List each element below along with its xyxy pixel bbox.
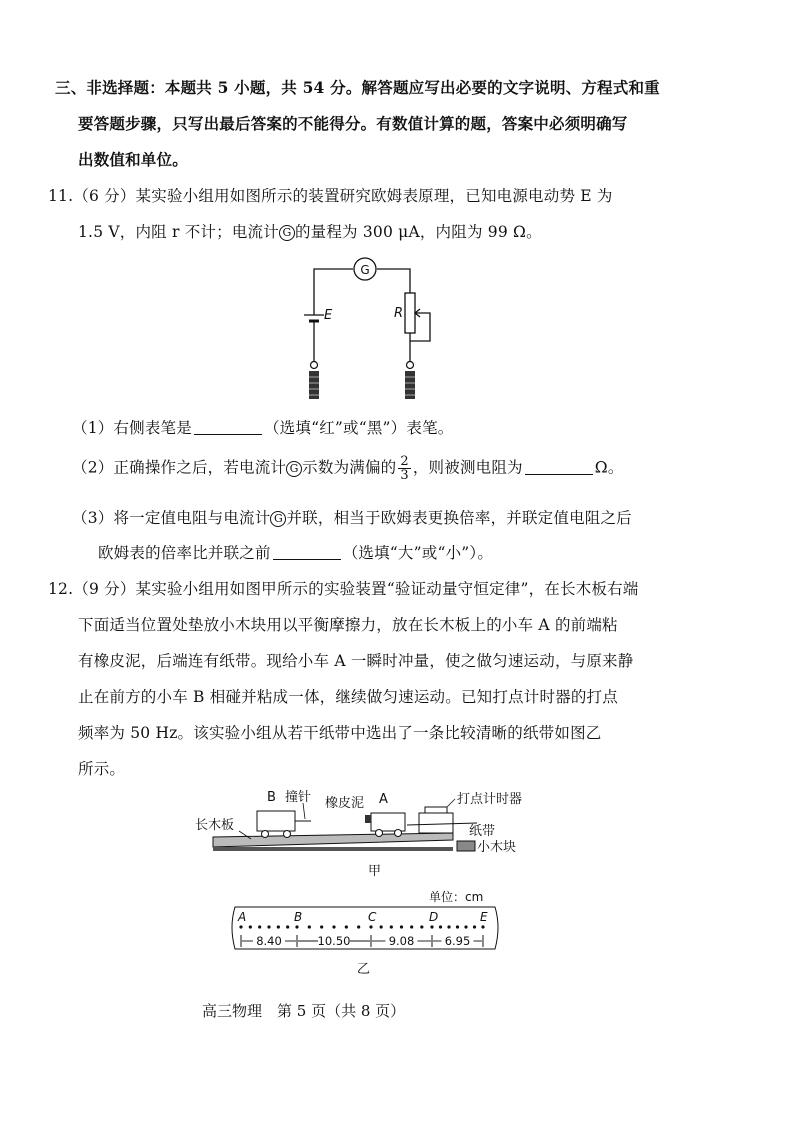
tape-segment-value: 8.40 — [256, 934, 282, 948]
q11-part3-text-c: 欧姆表的倍率比并联之前 — [98, 544, 271, 562]
q12-line2: 下面适当位置处垫放小木块用以平衡摩擦力，放在长木板上的小车 A 的前端粘 — [78, 616, 618, 634]
timer-top — [425, 807, 447, 813]
fraction-denominator: 3 — [400, 468, 409, 483]
label-putty: 橡皮泥 — [325, 796, 365, 811]
tape-point-b: B — [294, 910, 303, 924]
q11-part1-text-b: （选填“红”或“黑”）表笔。 — [263, 419, 454, 437]
label-needle: 撞针 — [285, 790, 312, 805]
long-board — [213, 833, 453, 847]
tape-dot — [345, 925, 348, 928]
tape-point-a: A — [238, 910, 247, 924]
q11-part3-line1 — [72, 506, 632, 528]
tape-dot — [400, 925, 403, 928]
tape-dot — [439, 925, 442, 928]
q11-line2-text-b: 的量程为 300 μA，内阻为 99 Ω。 — [294, 223, 542, 241]
label-tape: 纸带 — [469, 824, 496, 839]
cart-a-wheel-left — [376, 830, 383, 837]
caption-yi: 乙 — [357, 962, 371, 977]
figure-yi-paper-tape — [225, 885, 505, 980]
tape-point-e: E — [480, 910, 488, 924]
cart-b-body — [257, 811, 295, 831]
cart-a-wheel-right — [395, 830, 402, 837]
q12-line3: 有橡皮泥，后端连有纸带。现给小车 A 一瞬时冲量，使之做匀速运动，与原来静 — [78, 652, 634, 670]
q11-part3-text-d: （选填“大”或“小”）。 — [342, 544, 494, 562]
tape-point-d: D — [429, 910, 439, 924]
q12-line1: 12.（9 分）某实验小组用如图甲所示的实验装置“验证动量守恒定律”，在长木板右端 — [48, 580, 639, 598]
rheostat-body — [405, 293, 415, 333]
caption-jia: 甲 — [368, 864, 382, 879]
section-heading-line1: 三、非选择题：本题共 5 小题，共 54 分。解答题应写出必要的文字说明、方程式和重 — [55, 78, 660, 97]
tape-dot — [332, 925, 335, 928]
tape-dot — [258, 925, 261, 928]
tape-dot — [357, 925, 360, 928]
tape-dot — [390, 925, 393, 928]
tape-point-c: C — [368, 910, 377, 924]
figure-jia-apparatus — [195, 785, 555, 880]
tape-dot — [464, 925, 467, 928]
tape-dot — [295, 925, 298, 928]
q11-part3-answer-blank[interactable] — [273, 558, 341, 560]
tape-segment-value: 9.08 — [388, 934, 415, 948]
tape-dot — [481, 925, 484, 928]
tape-dot — [239, 925, 242, 928]
cart-a-body — [371, 813, 405, 831]
label-timer: 打点计时器 — [457, 792, 523, 807]
putty — [365, 815, 371, 823]
q11-part2 — [72, 455, 624, 482]
circuit-wire-left — [314, 269, 353, 315]
cart-b-wheel-right — [284, 831, 291, 838]
section-heading-line3: 出数值和单位。 — [78, 150, 188, 169]
tape-dot — [249, 925, 252, 928]
q11-part2-text-a: （2）正确操作之后，若电流计 — [72, 458, 287, 477]
timer-body — [419, 813, 453, 833]
cart-b-wheel-left — [262, 831, 269, 838]
page-footer: 高三物理 第 5 页（共 8 页） — [202, 1002, 406, 1020]
tape-dot — [447, 925, 450, 928]
q11-part1 — [72, 416, 453, 438]
q11-line2-text-a: 1.5 V，内阻 r 不计；电流计 — [78, 223, 279, 241]
tape-dot — [286, 925, 289, 928]
tape-dot — [420, 925, 423, 928]
probe-right-terminal — [407, 362, 414, 369]
galvanometer-symbol: G — [270, 511, 286, 527]
q11-part1-answer-blank[interactable] — [194, 433, 262, 435]
q11-line1: 11.（6 分）某实验小组用如图所示的装置研究欧姆表原理，已知电源电动势 E 为 — [48, 187, 613, 205]
q11-part3-text-a: （3）将一定值电阻与电流计 — [72, 509, 271, 527]
q11-part2-text-b: 示数为满偏的 — [302, 458, 397, 477]
label-board: 长木板 — [195, 818, 235, 833]
q11-line2 — [78, 220, 542, 242]
tape-dot — [320, 925, 323, 928]
ohmmeter-circuit-diagram — [290, 255, 450, 405]
q11-part2-text-c: ，则被测电阻为 — [412, 458, 523, 477]
tape-dot — [308, 925, 311, 928]
tape-dot — [277, 925, 280, 928]
rheostat-label: R — [394, 306, 404, 321]
tape-dot — [267, 925, 270, 928]
tape-dot — [456, 925, 459, 928]
label-block: 小木块 — [477, 840, 517, 855]
tape-unit-label: 单位：cm — [429, 890, 484, 904]
section-heading-line2: 要答题步骤，只写出最后答案的不能得分。有数值计算的题，答案中必须明确写 — [78, 114, 628, 133]
tape-dot — [410, 925, 413, 928]
q12-line6: 所示。 — [78, 760, 126, 778]
galvanometer-symbol: G — [279, 225, 295, 241]
tape-dot — [430, 925, 433, 928]
tape-segment-value: 10.50 — [317, 934, 351, 948]
label-cart-a: A — [379, 792, 388, 807]
galvanometer-label: G — [360, 263, 370, 277]
tape-dot — [473, 925, 476, 928]
q11-part3-text-b: 并联，相当于欧姆表更换倍率，并联定值电阻之后 — [286, 509, 632, 527]
fraction-numerator: 2 — [400, 454, 409, 469]
circuit-wire-right — [377, 269, 410, 293]
wood-block — [457, 841, 475, 851]
q11-part2-answer-blank[interactable] — [525, 473, 593, 475]
label-cart-b: B — [267, 790, 276, 805]
tape-dot — [369, 925, 372, 928]
board-base — [213, 847, 453, 851]
galvanometer-symbol: G — [286, 461, 302, 477]
probe-left-terminal — [311, 362, 318, 369]
q11-part2-text-d: Ω。 — [594, 458, 624, 477]
tape-dot — [380, 925, 383, 928]
q11-part3-line2 — [98, 541, 493, 563]
fraction-two-thirds — [398, 455, 410, 482]
tape-segment-value: 6.95 — [444, 934, 471, 948]
q12-line5: 频率为 50 Hz。该实验小组从若干纸带中选出了一条比较清晰的纸带如图乙 — [78, 724, 602, 742]
q12-line4: 止在前方的小车 B 相碰并粘成一体，继续做匀速运动。已知打点计时器的打点 — [78, 688, 618, 706]
battery-label: E — [324, 308, 333, 323]
q11-part1-text-a: （1）右侧表笔是 — [72, 419, 192, 437]
